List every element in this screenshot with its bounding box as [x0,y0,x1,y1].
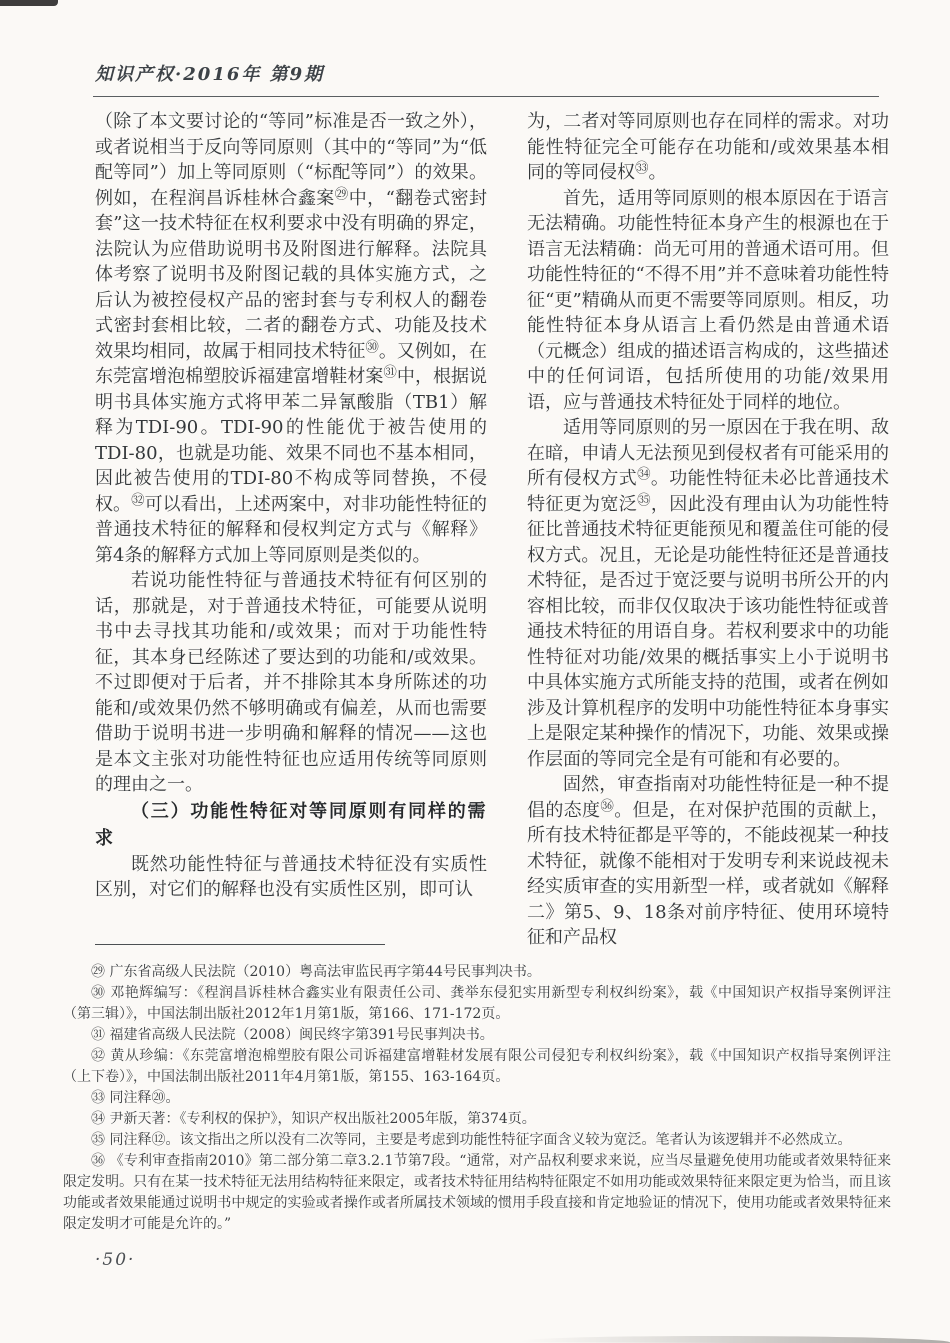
footnote-ref: ㊱ [600,798,615,815]
paragraph-continuation: （除了本文要讨论的“等同”标准是否一致之外），或者说相当于反向等同原则（其中的“等同”为“低配等同”）加上等同原则（“标配等同”）的效果。例如，在程润昌诉桂林合鑫案$^㉙$中，“翻卷式密封套”这一技术特征在权利要求中没有明确的界定，法院认为应借助说明书及附图进行解释。法院具体考察了说明书及附图记载的具体实施方式，之后认为被控侵权产品的密封套与专利权人的翻卷式密封套相比较，二者的翻卷方式、功能及技术效果均相同，故属于相同技术特征$^㉚$。又例如，在东莞富增泡棉塑胶诉福建富增鞋材案$^㉛$中，根据说明书具体实施方式将甲苯二异氰酸脂（TB1）解释为TDI-90。TDI-90的性能优于被告使用的TDI-80，也就是功能、效果不同也不基本相同，因此被告使用的TDI-80不构成等同替换，不侵权。$^㉜$可以看出，上述两案中，对非功能性特征的普通技术特征的解释和侵权判定方式与《解释》第4条的解释方式加上等同原则是类似的。 [95,111,488,566]
paragraph: 若说功能性特征与普通技术特征有何区别的话，那就是，对于普通技术特征，可能要从说明书中去寻找其功能和/或效果；而对于功能性特征，其本身已经陈述了要达到的功能和/或效果。不过即便对于后者，并不排除其本身所陈述的功能和/或效果仍然不够明确或有偏差，从而也需要借助于说明书进一步明确和解释的情况——这也是本文主张对功能性特征也应适用传统等同原则的理由之一。 [95,570,487,795]
footnote-ref: ㉛ [383,364,397,381]
footnote-ref: ㉝ [635,160,649,177]
footnote-ref: ㉙ [334,186,349,203]
page-number: ·50· [95,1250,136,1270]
paragraph-continuation: 为，二者对等同原则也存在同样的需求。对功能性特征完全可能存在功能和/或效果基本相同的等同侵权$^㉝$。 [527,111,889,183]
scan-artifact-shadow [520,1335,950,1343]
footnote-ref: ㉜ [131,492,145,509]
footnote-item: ㉙ 广东省高级人民法院（2010）粤高法审监民再字第44号民事判决书。 [91,964,541,980]
paragraph: 适用等同原则的另一原因在于我在明、敌在暗，申请人无法预见到侵权者有可能采用的所有侵权方式$^㉞$。功能性特征未必比普通技术特征更为宽泛$^㉟$，因此没有理由认为功能性特征比普通技术特征更能预见和覆盖住可能的侵权方式。况且，无论是功能性特征还是普通技术特征，是否过于宽泛要与说明书所公开的内容相比较，而非仅仅取决于该功能性特征或普通技术特征的用语自身。若权利要求中的功能性特征对功能/效果的概括事实上小于说明书中具体实施方式所能支持的范围，或者在例如涉及计算机程序的发明中功能性特征本身事实上是限定某种操作的情况下，功能、效果或操作层面的等同完全是有可能和有必要的。 [527,417,890,770]
journal-title: 知识产权·2016年 第9期 [95,64,325,85]
footnote-item: ㉛ 福建省高级人民法院（2008）闽民终字第391号民事判决书。 [91,1027,494,1043]
scan-artifact-mark [0,0,58,6]
section-heading: （三）功能性特征对等同原则有同样的需求 [95,800,487,849]
footnote-ref: ㉟ [637,492,651,509]
paragraph: 固然，审查指南对功能性特征是一种不提倡的态度$^㊱$。但是，在对保护范围的贡献上，所有技术特征都是平等的，不能歧视某一种技术特征，就像不能相对于发明专利来说歧视未经实质审查的实用新型一样，或者就如《解释二》第5、9、18条对前序特征、使用环境特征和产品权 [527,774,890,948]
footnote-item: ㉞ 尹新天著：《专利权的保护》，知识产权出版社2005年版，第374页。 [91,1111,536,1127]
paragraph: 既然功能性特征与普通技术特征没有实质性区别，对它们的解释也没有实质性区别，即可认 [95,853,487,900]
footnote-item: ㉚ 邓艳辉编写：《程润昌诉桂林合鑫实业有限责任公司、龚举东侵犯实用新型专利权纠纷案》，载《中国知识产权指导案例评注（第三辑）》，中国法制出版社2012年1月第1版，第166、171-172页。 [63,985,891,1022]
footnote-ref: ㉚ [365,339,379,356]
footnote-item: ㉜ 黄从珍编：《东莞富增泡棉塑胶有限公司诉福建富增鞋材发展有限公司侵犯专利权纠纷案》，载《中国知识产权指导案例评注（上下卷）》，中国法制出版社2011年4月第1版，第155、163-164页。 [63,1048,891,1085]
footnote-ref: ㉞ [637,466,651,483]
footnote-separator [95,944,385,945]
header-rule [93,96,879,97]
page-header [95,60,885,94]
footnote-item: ㉝ 同注释⑳。 [91,1090,180,1106]
footnote-item: ㊱ 《专利审查指南2010》第二部分第二章3.2.1节第7段。“通常，对产品权利要求来说，应当尽量避免使用功能或者效果特征来限定发明。只有在某一技术特征无法用结构特征来限定，或者技术特征用结构特征限定不如用功能或效果特征来限定更为恰当，而且该功能或者效果能通过说明书中规定的实验或者操作或者所属技术领域的惯用手段直接和肯定地验证的情况下，使用功能或者效果特征来限定发明才可能是允许的。” [63,1153,891,1232]
right-column [527,109,889,951]
left-column [95,109,487,903]
footnote-item: ㉟ 同注释⑫。该文指出之所以没有二次等同，主要是考虑到功能性特征字面含义较为宽泛。笔者认为该逻辑并不必然成立。 [91,1132,852,1148]
footnotes-section [63,962,891,1235]
paragraph: 首先，适用等同原则的根本原因在于语言无法精确。功能性特征本身产生的根源也在于语言无法精确：尚无可用的普通术语可用。但功能性特征的“不得不用”并不意味着功能性特征“更”精确从而更不需要等同原则。相反，功能性特征本身从语言上看仍然是由普通术语（元概念）组成的描述语言构成的，这些描述中的任何词语，包括所使用的功能/效果用语，应与普通技术特征处于同样的地位。 [527,187,889,413]
